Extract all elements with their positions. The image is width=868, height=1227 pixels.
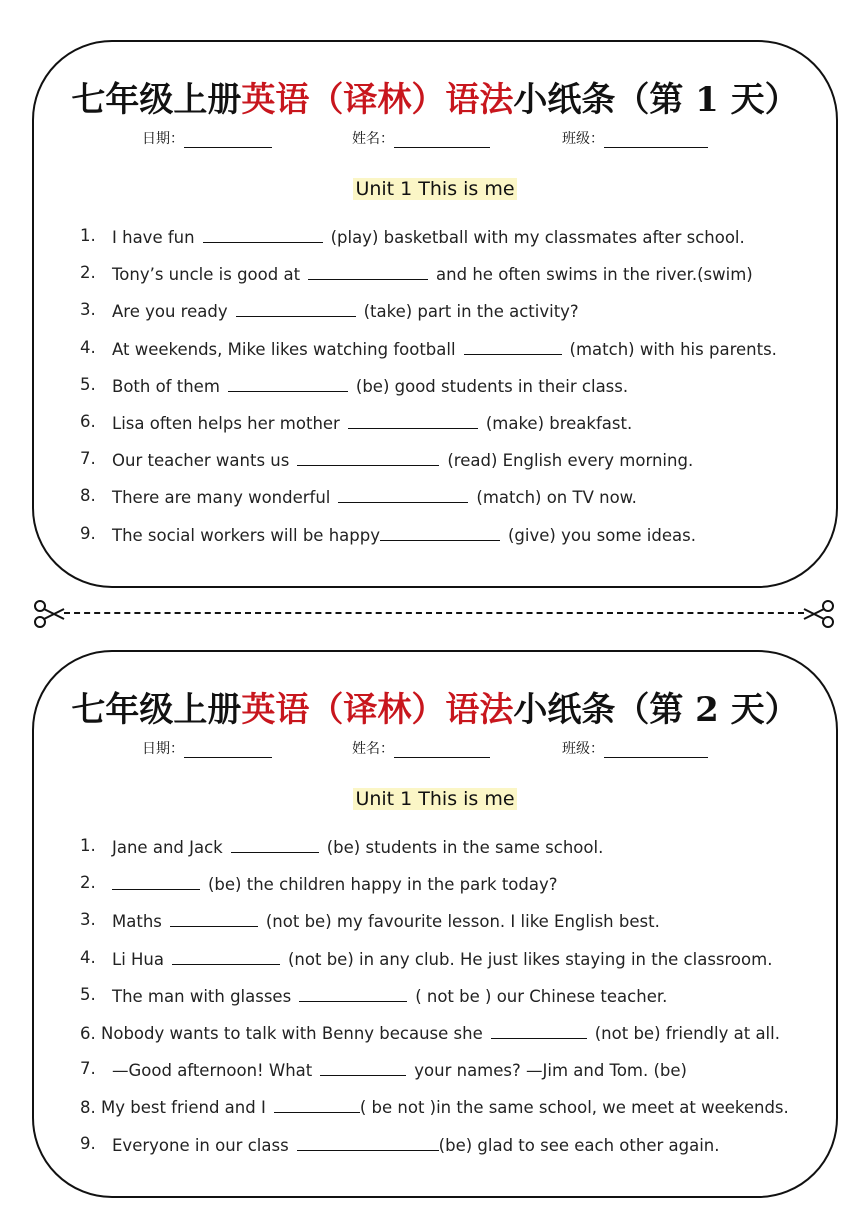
item-text-after: (not be) friendly at all. [594,1023,780,1043]
name-label: 姓名： [352,741,394,757]
item-text-before: Li Hua [112,949,164,969]
item-text-after: (read) English every morning. [447,451,694,471]
item-text-before: There are many wonderful [112,488,331,508]
item-number: 6. [80,411,96,431]
class-label: 班级： [562,131,604,147]
answer-blank[interactable] [172,948,280,965]
item-text-before: Both of them [112,376,220,396]
item-number: 7. [80,1059,96,1079]
answer-blank[interactable] [348,412,478,429]
answer-blank[interactable] [380,524,500,541]
date-blank[interactable] [184,133,272,148]
unit-heading [34,178,836,200]
item-text-after: (match) with his parents. [569,339,777,359]
exercise-item [80,836,816,873]
scissors-icon [32,597,66,631]
answer-blank[interactable] [228,375,348,392]
item-number: 4. [80,337,96,357]
name-label: 姓名： [352,131,394,147]
item-text-after: (be) the children happy in the park today? [208,875,558,895]
item-text-after: (make) breakfast. [485,413,633,433]
item-text-after: (give) you some ideas. [507,525,696,545]
answer-blank[interactable] [236,300,356,317]
item-number: 7. [80,449,96,469]
exercise-item [80,910,816,947]
exercise-item [80,1022,816,1059]
item-number: 2. [80,873,96,893]
student-info-row [34,128,836,150]
item-text-before: Everyone in our class [112,1135,289,1155]
class-label: 班级： [562,741,604,757]
item-text-before: My best friend and I [101,1098,266,1118]
item-text-before: At weekends, Mike likes watching football [112,339,456,359]
item-text-before: Our teacher wants us [112,451,290,471]
class-field[interactable] [562,128,708,148]
title-part-day: 小纸条（第 2 天） [513,690,799,730]
item-text-before: —Good afternoon! What [112,1061,313,1081]
answer-blank[interactable] [297,1134,439,1151]
cut-line [64,612,804,614]
unit-heading-text: Unit 1 This is me [355,178,515,200]
item-text-before: Lisa often helps her mother [112,413,340,433]
item-text-after: (be) glad to see each other again. [438,1135,720,1155]
item-number: 9. [80,523,96,543]
item-text-after: your names? —Jim and Tom. (be) [414,1061,687,1081]
exercise-list [80,836,816,1171]
item-text-before: The man with glasses [112,986,292,1006]
exercise-item [80,449,816,486]
exercise-item [80,412,816,449]
item-number: 1. [80,836,96,855]
name-blank[interactable] [394,133,490,148]
exercise-item [80,338,816,375]
unit-heading [34,788,836,810]
title-part-grade: 七年级上册 [71,80,242,120]
answer-blank[interactable] [203,226,323,243]
item-text-after: (take) part in the activity? [363,302,579,322]
answer-blank[interactable] [231,836,319,853]
item-number: 2. [80,263,96,283]
exercise-item [80,375,816,412]
name-blank[interactable] [394,743,490,758]
item-text-after: and he often swims in the river.(swim) [436,265,753,285]
exercise-item [80,948,816,985]
answer-blank[interactable] [274,1096,360,1113]
exercise-item [80,486,816,523]
item-number: 3. [80,300,96,320]
date-label: 日期： [142,131,184,147]
item-text-before: Jane and Jack [112,838,223,857]
title-part-day: 小纸条（第 1 天） [513,80,799,120]
item-text-after: ( not be ) our Chinese teacher. [415,986,668,1006]
exercise-item [80,524,816,561]
item-number: 5. [80,984,96,1004]
exercise-item [80,226,816,263]
answer-blank[interactable] [297,449,439,466]
item-number: 9. [80,1133,96,1153]
item-number: 3. [80,910,96,930]
worksheet-title [34,72,836,121]
date-field[interactable] [142,738,272,758]
item-text-after: (be) good students in their class. [355,376,629,396]
item-text-after: (play) basketball with my classmates after school. [330,228,745,247]
item-text-before: Are you ready [112,302,228,322]
unit-heading-text: Unit 1 This is me [355,788,515,810]
class-blank[interactable] [604,133,708,148]
item-number: 4. [80,947,96,967]
date-field[interactable] [142,128,272,148]
class-blank[interactable] [604,743,708,758]
item-number: 1. [80,226,96,245]
item-text-before: Maths [112,912,162,932]
item-number: 6. [80,1023,96,1043]
title-part-subject: 英语（译林）语法 [241,80,514,120]
item-number: 5. [80,374,96,394]
scissors-icon [802,597,836,631]
item-text-after: (match) on TV now. [476,488,637,508]
exercise-item [80,985,816,1022]
item-number: 8. [80,1098,96,1118]
worksheet-card-day-1 [32,40,838,588]
student-info-row [34,738,836,760]
item-text-after: (be) students in the same school. [326,838,604,857]
worksheet-title [34,682,836,731]
item-text-after: ( be not )in the same school, we meet at weekends. [359,1098,789,1118]
date-blank[interactable] [184,743,272,758]
answer-blank[interactable] [320,1059,406,1076]
exercise-list [80,226,816,561]
item-text-before: Nobody wants to talk with Benny because she [101,1023,483,1043]
answer-blank[interactable] [299,985,407,1002]
item-text-after: (not be) in any club. He just likes staying in the classroom. [288,949,773,969]
exercise-item [80,1059,816,1096]
answer-blank[interactable] [491,1022,587,1039]
item-text-after: (not be) my favourite lesson. I like English best. [265,912,660,932]
title-part-grade: 七年级上册 [71,690,242,730]
item-text-before: Tony’s uncle is good at [112,265,301,285]
class-field[interactable] [562,738,708,758]
exercise-item [80,300,816,337]
answer-blank[interactable] [112,873,200,890]
item-text-before: I have fun [112,228,195,247]
worksheet-card-day-2 [32,650,838,1198]
answer-blank[interactable] [308,263,428,280]
exercise-item [80,1134,816,1171]
exercise-item [80,263,816,300]
exercise-item [80,873,816,910]
date-label: 日期： [142,741,184,757]
answer-blank[interactable] [170,910,258,927]
name-field[interactable] [352,738,490,758]
name-field[interactable] [352,128,490,148]
title-part-subject: 英语（译林）语法 [241,690,514,730]
item-number: 8. [80,486,96,506]
exercise-item [80,1096,816,1133]
answer-blank[interactable] [464,338,562,355]
answer-blank[interactable] [338,486,468,503]
item-text-before: The social workers will be happy [112,525,380,545]
